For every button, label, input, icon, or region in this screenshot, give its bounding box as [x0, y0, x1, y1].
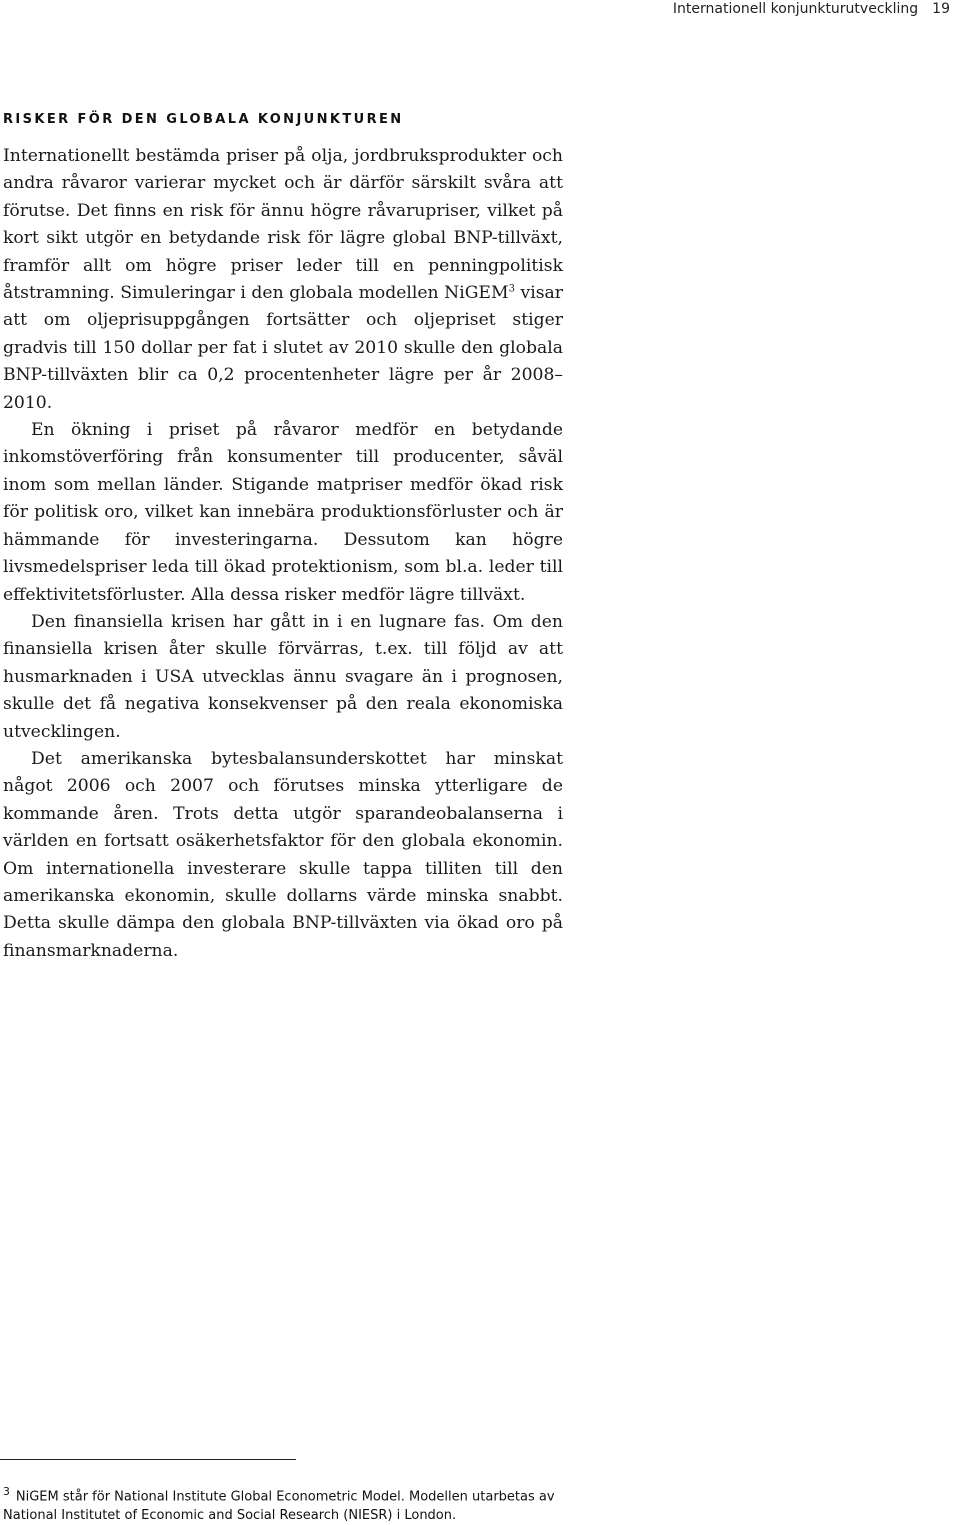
footnote-marker: 3	[3, 1485, 10, 1498]
paragraph-3: Den finansiella krisen har gått in i en lugnare fas. Om den finansiella krisen åter skulle förvärras, t.ex. till följd av att husmarknaden i USA utvecklas ännu svagare än i prognosen, skulle det få negativa konsekvenser på den reala ekonomiska utvecklingen.	[3, 611, 563, 742]
paragraph-4: Det amerikanska bytesbalansunderskottet har minskat något 2006 och 2007 och förutses minska ytterligare de kommande åren. Trots detta utgör sparandeobalanserna i världen en fortsatt osäkerhetsfaktor för den globala ekonomin. Om internationella investerare skulle tappa tilliten till den amerikanska ekonomin, skulle dollarns värde minska snabbt. Detta skulle dämpa den globala BNP-tillväxten via ökad oro på finansmarknaderna.	[3, 748, 563, 961]
paragraph-1-text-continued: visar att om oljeprisuppgången fortsätter och oljepriset stiger gradvis till 150 dollar per fat i slutet av 2010 skulle den globala BNP-tillväxten blir ca 0,2 procentenheter lägre per år 2008–2010.	[3, 283, 563, 413]
header-title: Internationell konjunkturutveckling	[672, 1, 919, 17]
body-text	[3, 143, 563, 965]
footnote-separator	[0, 1459, 296, 1460]
paragraph-1-text: Internationellt bestämda priser på olja, jordbruksprodukter och andra råvaror varierar mycket och är därför särskilt svåra att förutse. Det finns en risk för ännu högre råvarupriser, vilket på kort sikt utgör en betydande risk för lägre global BNP-tillväxt, framför allt om högre priser leder till en penningpolitisk åtstramning. Simuleringar i den globala modellen NiGEM	[3, 146, 563, 304]
paragraph-2: En ökning i priset på råvaror medför en betydande inkomstöverföring från konsumenter till producenter, såväl inom som mellan länder. Stigande matpriser medför ökad risk för politisk oro, vilket kan innebära produktionsförluster och är hämmande för investeringarna. Dessutom kan högre livsmedelspriser leda till ökad protektionism, som bl.a. leder till effektivitetsförluster. Alla dessa risker medför lägre tillväxt.	[3, 420, 563, 605]
running-header	[673, 0, 950, 18]
footnote	[3, 1482, 583, 1525]
paragraph-1	[3, 143, 563, 417]
footnote-text: NiGEM står för National Institute Global Econometric Model. Modellen utarbetas av National Institutet of Economic and Social Research (NIESR) i London.	[3, 1489, 555, 1524]
footnote-reference: 3	[508, 283, 515, 295]
page-number: 19	[932, 1, 950, 17]
section-heading: RISKER FÖR DEN GLOBALA KONJUNKTUREN	[3, 112, 404, 127]
